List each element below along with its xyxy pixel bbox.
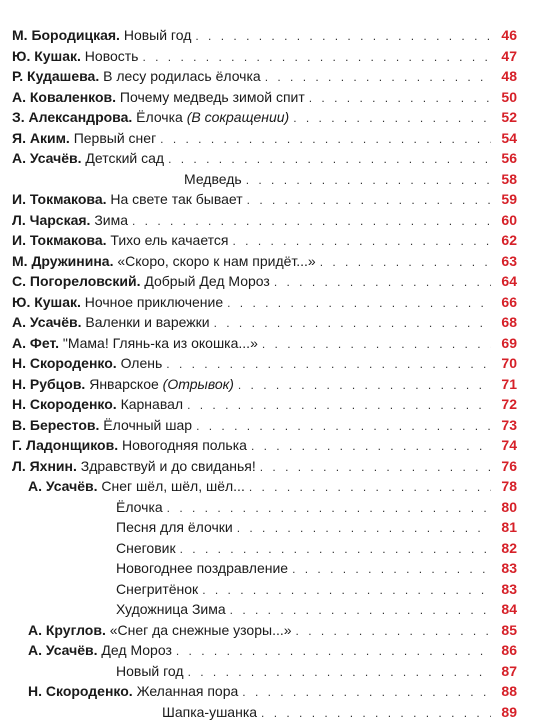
dot-leader <box>242 682 491 703</box>
dot-leader <box>249 477 491 498</box>
page-number: 46 <box>495 25 517 46</box>
dot-leader <box>166 354 491 375</box>
toc-entry <box>0 476 533 497</box>
toc-entry-title <box>116 558 288 579</box>
dot-leader <box>180 539 491 560</box>
toc-work-title: Валенки и варежки <box>85 314 209 330</box>
toc-work-title: Олень <box>121 355 163 371</box>
toc-entry <box>0 107 533 128</box>
toc-work-title: Тихо ель качается <box>110 232 228 248</box>
page-number: 87 <box>495 661 517 682</box>
page-number: 62 <box>495 230 517 251</box>
toc-author: Ю. Кушак. <box>12 294 81 310</box>
toc-work-title: «Скоро, скоро к нам придёт...» <box>117 253 315 269</box>
page-number: 50 <box>495 87 517 108</box>
toc-author: В. Берестов. <box>12 417 99 433</box>
toc-entry-title <box>116 517 233 538</box>
dot-leader <box>293 108 491 129</box>
toc-entry-title <box>12 435 247 456</box>
toc-entry <box>0 394 533 415</box>
toc-work-title: Январское <box>89 376 159 392</box>
toc-entry-title <box>28 620 292 641</box>
page-number: 74 <box>495 435 517 456</box>
toc-note: (Отрывок) <box>163 376 234 392</box>
toc-entry <box>0 620 533 641</box>
toc-entry <box>0 579 533 600</box>
page-number: 68 <box>495 312 517 333</box>
toc-entry <box>0 538 533 559</box>
toc-entry <box>0 271 533 292</box>
toc-author: А. Круглов. <box>28 622 106 638</box>
toc-work-title: В лесу родилась ёлочка <box>103 68 261 84</box>
dot-leader <box>132 211 491 232</box>
dot-leader <box>292 559 491 580</box>
toc-entry-title <box>116 599 226 620</box>
dot-leader <box>187 395 491 416</box>
toc-entry <box>0 702 533 723</box>
toc-entry-title <box>28 476 245 497</box>
table-of-contents <box>0 25 533 722</box>
page-number: 60 <box>495 210 517 231</box>
toc-entry-title <box>12 25 191 46</box>
toc-author: А. Усачёв. <box>28 478 98 494</box>
toc-entry <box>0 435 533 456</box>
page-number: 58 <box>495 169 517 190</box>
page-number: 47 <box>495 46 517 67</box>
toc-author: Л. Чарская. <box>12 212 90 228</box>
toc-entry-title <box>116 579 198 600</box>
page-number: 88 <box>495 681 517 702</box>
toc-author: Н. Рубцов. <box>12 376 85 392</box>
toc-entry-title <box>12 230 229 251</box>
toc-entry-title <box>12 312 210 333</box>
page-number: 83 <box>495 558 517 579</box>
toc-entry-title <box>12 210 128 231</box>
toc-entry-title <box>12 394 183 415</box>
dot-leader <box>261 703 491 723</box>
toc-work-title: Здравствуй и до свиданья! <box>81 458 256 474</box>
toc-work-title: Новый год <box>116 663 184 679</box>
toc-entry <box>0 497 533 518</box>
toc-work-title: Ёлочка <box>136 109 183 125</box>
dot-leader <box>247 190 491 211</box>
toc-entry-title <box>12 333 258 354</box>
toc-entry <box>0 312 533 333</box>
dot-leader <box>237 518 491 539</box>
toc-entry <box>0 456 533 477</box>
page-number: 73 <box>495 415 517 436</box>
page-number: 83 <box>495 579 517 600</box>
toc-entry <box>0 66 533 87</box>
toc-work-title: Снег шёл, шёл, шёл... <box>101 478 244 494</box>
toc-entry-title <box>116 538 176 559</box>
toc-author: Н. Скороденко. <box>12 355 117 371</box>
toc-entry <box>0 128 533 149</box>
dot-leader <box>142 47 491 68</box>
toc-work-title: Ёлочный шар <box>103 417 192 433</box>
toc-author: Р. Кудашева. <box>12 68 99 84</box>
toc-work-title: Новость <box>85 48 139 64</box>
toc-work-title: Новогодняя полька <box>122 437 247 453</box>
toc-entry <box>0 353 533 374</box>
toc-work-title: Детский сад <box>85 150 164 166</box>
toc-work-title: Снеговик <box>116 540 176 556</box>
toc-work-title: Художница Зима <box>116 601 226 617</box>
toc-author: Г. Ладонщиков. <box>12 437 118 453</box>
dot-leader <box>296 621 491 642</box>
toc-work-title: Снегритёнок <box>116 581 198 597</box>
toc-entry <box>0 681 533 702</box>
toc-entry <box>0 661 533 682</box>
dot-leader <box>167 498 491 519</box>
toc-entry-title <box>162 702 257 723</box>
dot-leader <box>230 600 491 621</box>
toc-entry-title <box>12 128 156 149</box>
page-number: 56 <box>495 148 517 169</box>
dot-leader <box>238 375 491 396</box>
toc-author: А. Усачёв. <box>28 642 98 658</box>
dot-leader <box>260 457 491 478</box>
dot-leader <box>195 26 491 47</box>
toc-entry-title <box>12 415 192 436</box>
page-number: 84 <box>495 599 517 620</box>
toc-work-title: Добрый Дед Мороз <box>144 273 269 289</box>
toc-entry <box>0 333 533 354</box>
toc-entry <box>0 210 533 231</box>
toc-author: Я. Аким. <box>12 130 70 146</box>
toc-entry <box>0 189 533 210</box>
toc-entry-title <box>28 640 172 661</box>
toc-author: М. Дружинина. <box>12 253 113 269</box>
dot-leader <box>320 252 491 273</box>
page-number: 64 <box>495 271 517 292</box>
toc-entry <box>0 374 533 395</box>
toc-work-title: Медведь <box>184 171 242 187</box>
dot-leader <box>233 231 492 252</box>
dot-leader <box>274 272 491 293</box>
toc-author: И. Токмакова. <box>12 232 107 248</box>
toc-work-title: Шапка-ушанка <box>162 704 257 720</box>
dot-leader <box>265 67 491 88</box>
page-number: 82 <box>495 538 517 559</box>
toc-entry-title <box>12 456 256 477</box>
toc-work-title: На свете так бывает <box>110 191 242 207</box>
toc-entry-title <box>12 251 316 272</box>
toc-entry-title <box>184 169 242 190</box>
toc-entry-title <box>116 497 163 518</box>
dot-leader <box>160 129 491 150</box>
toc-author: С. Погореловский. <box>12 273 140 289</box>
toc-author: Ю. Кушак. <box>12 48 81 64</box>
toc-entry-title <box>12 87 305 108</box>
page-number: 63 <box>495 251 517 272</box>
dot-leader <box>168 149 491 170</box>
dot-leader <box>251 436 491 457</box>
toc-author: Л. Яхнин. <box>12 458 77 474</box>
page-number: 89 <box>495 702 517 723</box>
toc-author: А. Усачёв. <box>12 150 82 166</box>
dot-leader <box>262 334 491 355</box>
page-number: 69 <box>495 333 517 354</box>
dot-leader <box>176 641 491 662</box>
toc-entry <box>0 148 533 169</box>
dot-leader <box>246 170 491 191</box>
toc-entry <box>0 87 533 108</box>
page-number: 66 <box>495 292 517 313</box>
toc-entry-title <box>12 189 243 210</box>
page-number: 71 <box>495 374 517 395</box>
toc-entry-title <box>12 292 223 313</box>
toc-entry <box>0 517 533 538</box>
toc-author: Н. Скороденко. <box>12 396 117 412</box>
toc-work-title: "Мама! Глянь-ка из окошка...» <box>63 335 258 351</box>
toc-work-title: Ёлочка <box>116 499 163 515</box>
dot-leader <box>227 293 491 314</box>
toc-work-title: Новый год <box>124 27 192 43</box>
toc-work-title: Песня для ёлочки <box>116 519 233 535</box>
toc-entry <box>0 415 533 436</box>
toc-entry <box>0 169 533 190</box>
toc-work-title: Ночное приключение <box>85 294 223 310</box>
toc-author: Н. Скороденко. <box>28 683 133 699</box>
toc-author: А. Усачёв. <box>12 314 82 330</box>
toc-entry-title <box>12 353 162 374</box>
page-number: 70 <box>495 353 517 374</box>
dot-leader <box>196 416 491 437</box>
toc-author: М. Бородицкая. <box>12 27 120 43</box>
toc-work-title: «Снег да снежные узоры...» <box>110 622 292 638</box>
toc-work-title: Почему медведь зимой спит <box>120 89 305 105</box>
toc-entry-title <box>12 107 289 128</box>
dot-leader <box>309 88 491 109</box>
page-number: 85 <box>495 620 517 641</box>
toc-entry <box>0 251 533 272</box>
toc-entry-title <box>12 148 164 169</box>
toc-entry-title <box>12 271 270 292</box>
toc-author: А. Коваленков. <box>12 89 116 105</box>
toc-work-title: Первый снег <box>74 130 156 146</box>
toc-work-title: Карнавал <box>121 396 183 412</box>
page-number: 80 <box>495 497 517 518</box>
toc-entry-title <box>12 66 261 87</box>
dot-leader <box>214 313 491 334</box>
toc-work-title: Дед Мороз <box>101 642 171 658</box>
toc-entry <box>0 558 533 579</box>
toc-entry-title <box>12 374 234 395</box>
page-number: 81 <box>495 517 517 538</box>
dot-leader <box>188 662 491 683</box>
dot-leader <box>202 580 491 601</box>
toc-work-title: Новогоднее поздравление <box>116 560 288 576</box>
page-number: 54 <box>495 128 517 149</box>
toc-entry <box>0 292 533 313</box>
toc-author: З. Александрова. <box>12 109 132 125</box>
toc-work-title: Желанная пора <box>137 683 239 699</box>
page-number: 72 <box>495 394 517 415</box>
toc-note: (В сокращении) <box>187 109 290 125</box>
toc-entry-title <box>116 661 184 682</box>
toc-entry <box>0 46 533 67</box>
toc-entry <box>0 599 533 620</box>
toc-entry-title <box>28 681 238 702</box>
toc-author: А. Фет. <box>12 335 59 351</box>
page-number: 76 <box>495 456 517 477</box>
toc-entry <box>0 25 533 46</box>
page-number: 48 <box>495 66 517 87</box>
page-number: 86 <box>495 640 517 661</box>
toc-entry <box>0 640 533 661</box>
page-number: 78 <box>495 476 517 497</box>
page-number: 59 <box>495 189 517 210</box>
toc-entry <box>0 230 533 251</box>
toc-work-title: Зима <box>94 212 128 228</box>
toc-author: И. Токмакова. <box>12 191 107 207</box>
toc-entry-title <box>12 46 138 67</box>
page-number: 52 <box>495 107 517 128</box>
